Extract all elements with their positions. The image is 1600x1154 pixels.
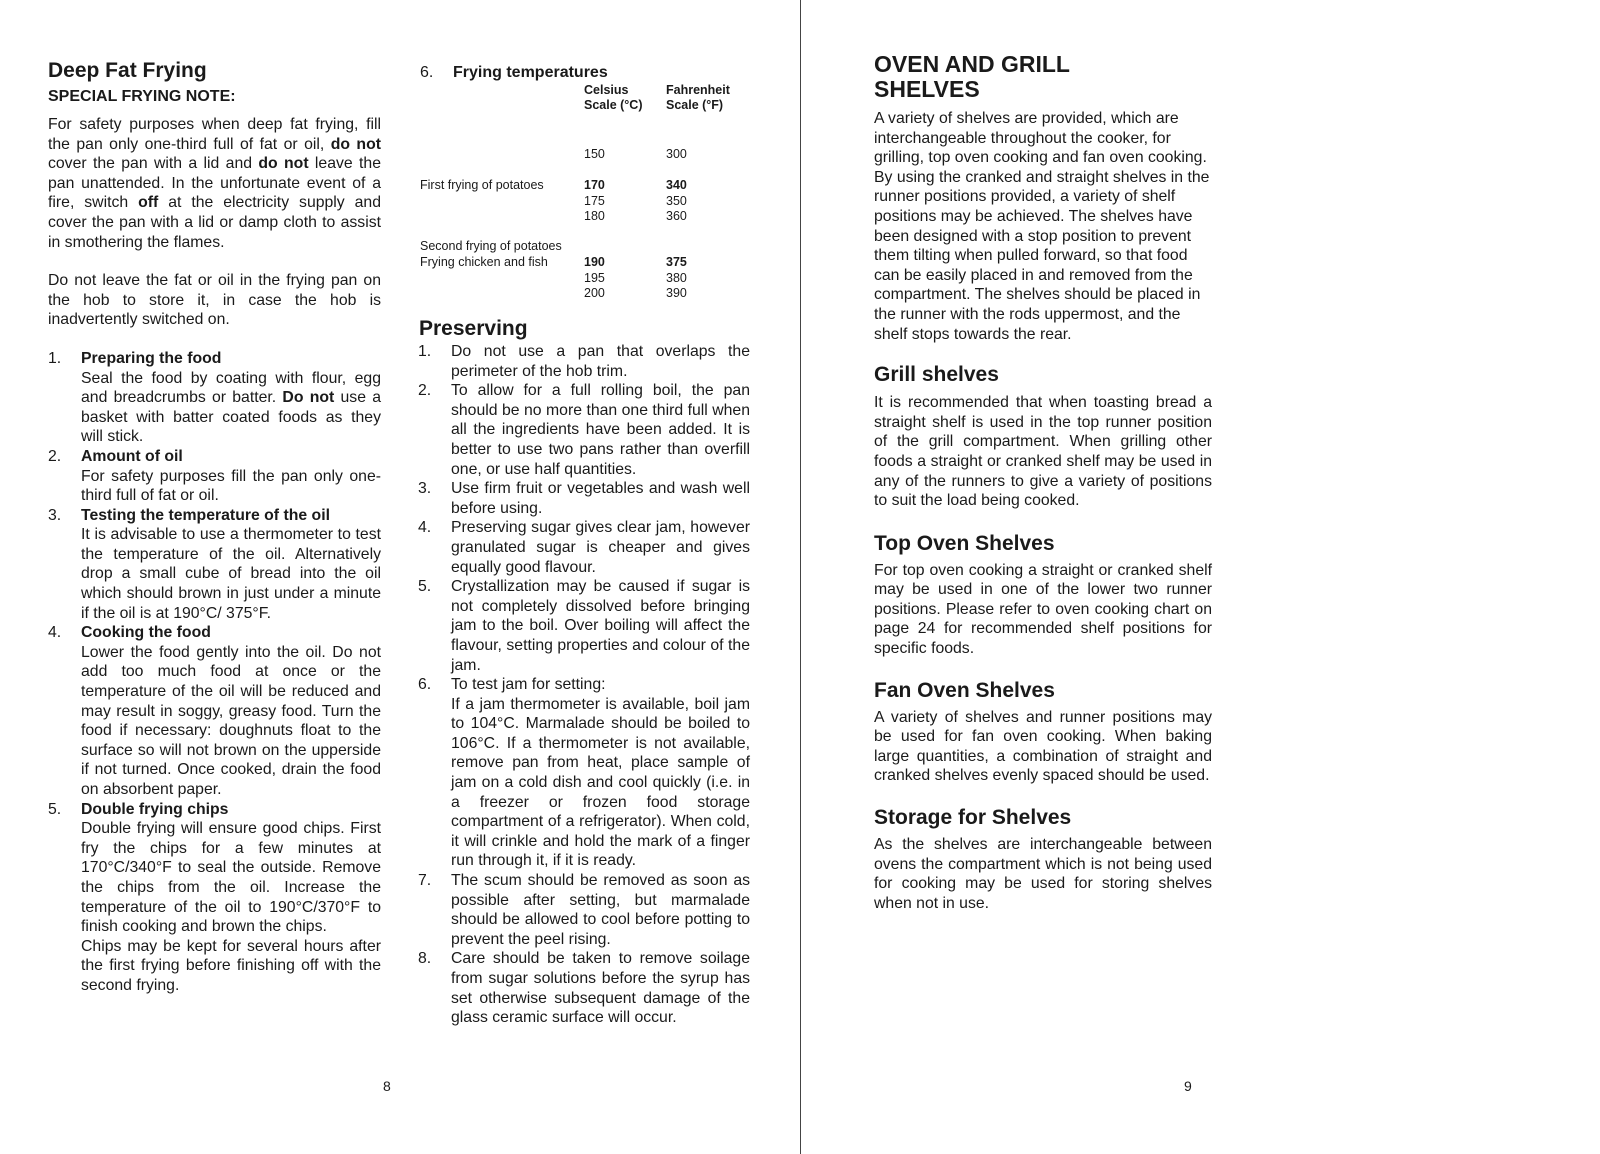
item-text: Use firm fruit or vegetables and wash well before using. [451, 480, 750, 517]
oven-grill-shelves-heading: OVEN AND GRILL SHELVES [874, 51, 1070, 102]
page-number-right: 9 [1184, 1078, 1192, 1094]
celsius-value: 200 [584, 286, 605, 300]
shelves-column [874, 52, 1212, 913]
grill-shelves-heading: Grill shelves [874, 363, 999, 387]
celsius-value: 180 [584, 209, 605, 223]
storage-for-shelves-heading: Storage for Shelves [874, 806, 1072, 830]
preserving-item [418, 577, 750, 675]
item-number: 1. [418, 343, 432, 360]
deep-fat-frying-heading: Deep Fat Frying [48, 59, 207, 82]
fahrenheit-column-header [666, 83, 730, 113]
item-text: Preserving sugar gives clear jam, however granulated sugar is cheaper and gives equally good flavour. [451, 519, 750, 576]
step-number: 2. [48, 447, 62, 465]
step-extra: Chips may be kept for several hours after the first frying before finishing off with the second frying. [81, 937, 381, 994]
step-body: Lower the food gently into the oil. Do not add too much food at once or the temperature of the oil will be reduced and may result in soggy, greasy food. Turn the food if necessary: doughnuts float to the surface so will not brown on the upperside if not turned. Once cooked, drain the food on absorbent paper. [81, 643, 381, 798]
item-text: The scum should be removed as soon as possible after setting, but marmalade should be allowed to cool before potting to prevent the peel rising. [451, 872, 750, 948]
safety-paragraph: For safety purposes when deep fat frying, fill the pan only one-third full of fat or oil, do not cover the pan with a lid and do not leave the pan unattended. In the unfortunate event of a fire, switch off at the electricity supply and cover the pan with a lid or damp cloth to assist in smothering the flames. [48, 116, 382, 251]
frying-temperatures-heading [420, 64, 750, 82]
preserving-item [418, 381, 750, 479]
step-title: Amount of oil [81, 447, 183, 465]
page-divider [800, 0, 801, 1154]
step-body: Seal the food by coating with flour, egg and breadcrumbs or batter. Do not use a basket with batter coated foods as they will stick. [81, 369, 381, 446]
preserving-item [418, 871, 750, 949]
step-number: 3. [48, 506, 62, 524]
celsius-value: 175 [584, 193, 605, 208]
item-number: 3. [418, 480, 432, 498]
frying-step [48, 349, 381, 447]
item-number: 4. [418, 519, 432, 537]
storage-for-shelves-paragraph: As the shelves are interchangeable between ovens the compartment which is not being used for cooking may be used for storing shelves when not in use. [874, 836, 1212, 912]
preserving-item [418, 518, 750, 577]
fahrenheit-value: 350 [666, 193, 687, 208]
preserving-heading: Preserving [419, 317, 528, 340]
step-number: 5. [48, 800, 62, 818]
preserving-list [418, 342, 750, 1028]
preserving-item [418, 675, 750, 871]
top-oven-shelves-paragraph: For top oven cooking a straight or cranked shelf may be used in one of the lower two runner positions. Please refer to oven cooking chart on page 24 for recommended shelf positions for specific foods. [874, 561, 1212, 658]
temperature-row-label: First frying of potatoes [420, 178, 544, 192]
oven-grill-shelf-positions-paragraph: By using the cranked and straight shelves in the runner positions provided, a variety of shelf positions may be achieved. The shelves have been designed with a stop position to prevent them tilting when pulled forward, so that food can be easily placed in and removed from the compartment. The shelves should be placed in the runner with the rods uppermost, and the shelf stops towards the rear. [874, 168, 1210, 343]
item-number: 7. [418, 872, 432, 890]
item-text: Crystallization may be caused if sugar is not completely dissolved before bringing jam to the boil. Over boiling will affect the flavour, setting properties and colour of the jam. [451, 578, 750, 674]
deep-fat-frying-column [48, 58, 381, 996]
item-number: 2. [418, 382, 432, 400]
page-number-left: 8 [383, 1078, 391, 1094]
fahrenheit-value: 360 [666, 209, 687, 223]
fahrenheit-value: 375 [666, 255, 687, 269]
fahrenheit-value: 390 [666, 286, 687, 300]
fahrenheit-value: 380 [666, 270, 687, 285]
step-body: For safety purposes fill the pan only one-third full of fat or oil. [81, 467, 381, 505]
item-number: 6. [418, 676, 432, 694]
item-extra: If a jam thermometer is available, boil jam to 104°C. Marmalade should be boiled to 106°C. If a thermometer is not available, remove pan from heat, place sample of jam on a cold dish and cool quickly (i.e. in a freezer or frozen food storage compartment of a refrigerator). When cold, it will crinkle and hold the mark of a finger run through it, if it is ready. [451, 695, 750, 870]
top-oven-shelves-heading: Top Oven Shelves [874, 531, 1055, 555]
celsius-header-line1: Celsius [584, 83, 629, 97]
frying-temperatures-title: Frying temperatures [453, 64, 608, 81]
celsius-column-header [584, 83, 644, 113]
frying-temperatures-table [420, 82, 750, 300]
fahrenheit-header-line1: Fahrenheit [666, 83, 730, 97]
item-number: 8. [418, 950, 432, 968]
step-body: Double frying will ensure good chips. First fry the chips for a few minutes at 170°C/340°F to seal the outside. Remove the chips from the oil. Increase the temperature of the oil to 190°C/370°F to finish cooking and brown the chips. [81, 820, 381, 936]
step-title: Preparing the food [81, 349, 222, 367]
celsius-header-line2: Scale (°C) [584, 98, 643, 112]
item-text: To test jam for setting: [451, 676, 606, 694]
frying-step [48, 623, 381, 799]
step-title: Cooking the food [81, 624, 211, 642]
celsius-value: 150 [584, 147, 605, 161]
step-body: It is advisable to use a thermometer to test the temperature of the oil. Alternatively drop a small cube of bread into the oil which should brown in just under a minute if the oil is at 190°C/ 375°F. [81, 526, 381, 622]
fan-oven-shelves-heading: Fan Oven Shelves [874, 678, 1055, 702]
temperature-row-label: Frying chicken and fish [420, 255, 548, 269]
preserving-item [418, 479, 750, 518]
item-text: Do not use a pan that overlaps the perimeter of the hob trim. [451, 343, 750, 380]
item-text: To allow for a full rolling boil, the pan should be no more than one third full when all the ingredients have been added. It is better to use two pans rather than overfill one, or use half quantities. [451, 382, 750, 478]
preserving-item [418, 342, 750, 381]
frying-steps-list [48, 349, 381, 996]
special-frying-note-heading: SPECIAL FRYING NOTE: [48, 88, 236, 105]
celsius-value: 195 [584, 270, 605, 285]
frying-step [48, 506, 381, 624]
oven-grill-intro-paragraph: A variety of shelves are provided, which are interchangeable throughout the cooker, for grilling, top oven cooking and fan oven cooking. [874, 110, 1207, 167]
fahrenheit-value: 340 [666, 178, 687, 192]
step-number: 4. [48, 624, 62, 642]
item-number: 5. [418, 578, 432, 596]
item-text: Care should be taken to remove soilage from sugar solutions before the syrup has set otherwise subsequent damage of the glass ceramic surface will occur. [451, 950, 750, 1027]
storage-warning-paragraph: Do not leave the fat or oil in the frying pan on the hob to store it, in case the hob is inadvertently switched on. [48, 272, 381, 329]
frying-temperatures-number: 6. [420, 64, 434, 81]
celsius-value: 190 [584, 255, 605, 269]
step-number: 1. [48, 349, 62, 367]
fan-oven-shelves-paragraph: A variety of shelves and runner positions may be used for fan oven cooking. When baking large quantities, a combination of straight and cranked shelves evenly spaced should be used. [874, 708, 1212, 785]
fahrenheit-value: 300 [666, 147, 687, 161]
frying-step [48, 447, 381, 506]
fahrenheit-header-line2: Scale (°F) [666, 98, 724, 112]
preserving-item [418, 949, 750, 1027]
step-title: Testing the temperature of the oil [81, 506, 330, 524]
frying-step [48, 800, 381, 996]
temperatures-preserving-column [420, 64, 750, 1028]
grill-shelves-paragraph: It is recommended that when toasting bread a straight shelf is used in the top runner position of the grill compartment. When grilling other foods a straight or cranked shelf may be used in any of the runners to give a variety of positions to suit the load being cooked. [874, 394, 1212, 510]
step-title: Double frying chips [81, 800, 229, 818]
temperature-row-label: Second frying of potatoes [420, 239, 562, 253]
celsius-value: 170 [584, 178, 605, 192]
